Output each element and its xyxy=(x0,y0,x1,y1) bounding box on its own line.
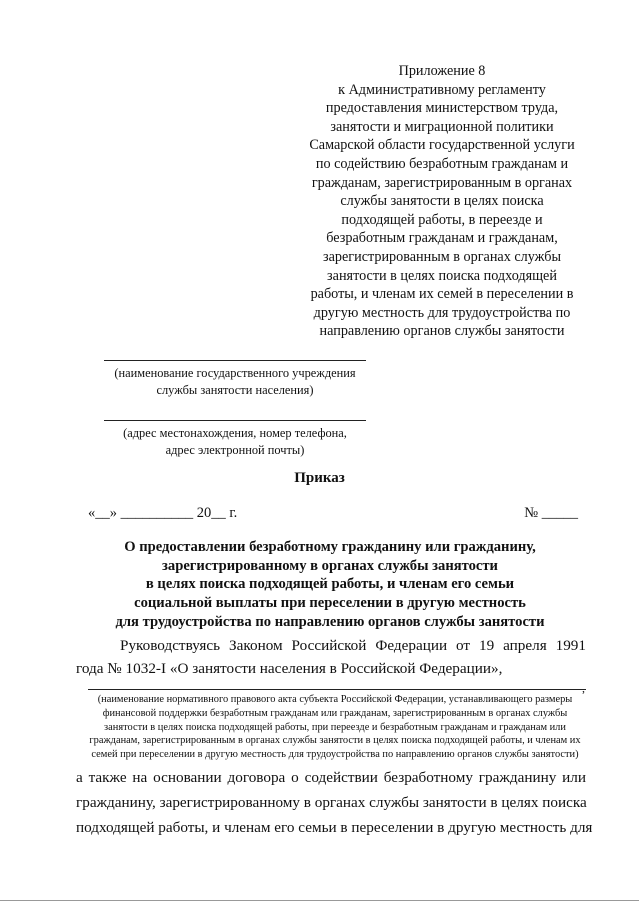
body-paragraph xyxy=(76,765,593,840)
preamble-paragraph xyxy=(76,634,586,680)
appendix-line: Приложение 8 xyxy=(398,63,486,79)
subject-line: в целях поиска подходящей работы, и членам его семьи xyxy=(145,576,515,593)
note-line: (наименование нормативного правового акта субъекта Российской Федерации, устанавливающего размеры xyxy=(97,694,573,705)
appendix-line: занятости и миграционной политики xyxy=(330,118,554,135)
address-caption: адрес электронной почты) xyxy=(165,442,305,457)
subject-line: социальной выплаты при переселении в другую местность xyxy=(134,595,526,612)
appendix-line: занятости в целях поиска подходящей xyxy=(327,267,557,284)
subject-line: О предоставлении безработному гражданину или гражданину, xyxy=(124,539,536,555)
appendix-line: зарегистрированным в органах службы xyxy=(322,248,562,265)
address-field xyxy=(104,420,366,458)
legal-act-note xyxy=(70,693,600,762)
order-title: Приказ xyxy=(294,470,345,486)
appendix-line: подходящей работы, в переезде и xyxy=(341,211,543,228)
appendix-line: гражданам, зарегистрированным в органах xyxy=(311,174,573,191)
institution-name-line xyxy=(104,360,366,361)
subject-line: для трудоустройства по направлению органов службы занятости xyxy=(115,613,545,630)
appendix-line: предоставления министерством труда, xyxy=(325,100,559,117)
institution-name-field xyxy=(104,360,366,398)
appendix-line: к Административному регламенту xyxy=(338,81,546,98)
body-line: а также на основании договора о содействии безработному гражданину или xyxy=(76,769,586,786)
note-line: семей при переселении в другую местность для трудоустройства по направлению органов службы занятости) xyxy=(91,749,579,761)
body-line: гражданину, зарегистрированному в органах службы занятости в целях поиска xyxy=(76,794,587,811)
appendix-line: службы занятости в целях поиска xyxy=(340,193,544,210)
preamble-line: года № 1032-I «О занятости населения в Российской Федерации», xyxy=(76,660,503,677)
appendix-line: безработным гражданам и гражданам, xyxy=(326,230,558,247)
note-line: гражданам, зарегистрированным в органах службы занятости в целях поиска подходящей работы, и членам их xyxy=(89,735,581,747)
note-line: занятости в целях поиска подходящей работы, при переезде и безработным гражданам и гражданам или xyxy=(104,721,566,733)
order-number: № _____ xyxy=(524,505,578,521)
appendix-line: по содействию безработным гражданам и xyxy=(315,155,569,172)
appendix-line: другую местность для трудоустройства по xyxy=(313,304,571,321)
preamble-line: Руководствуясь Законом Российской Федерации от 19 апреля 1991 xyxy=(120,637,586,654)
institution-caption: службы занятости населения) xyxy=(156,382,314,397)
order-date: «__» __________ 20__ г. xyxy=(88,505,238,521)
appendix-line: Самарской области государственной услуги xyxy=(309,137,575,154)
subject-line: зарегистрированному в органах службы занятости xyxy=(162,557,498,574)
body-line: подходящей работы, и членам его семьи в переселении в другую местность для xyxy=(76,819,593,836)
legal-act-comma: , xyxy=(582,681,585,695)
appendix-line: работы, и членам их семей в переселении в xyxy=(310,286,574,303)
note-line: финансовой поддержки безработным гражданам или гражданам, зарегистрированным в органах службы xyxy=(102,707,568,719)
institution-caption: (наименование государственного учреждения xyxy=(114,366,356,380)
address-caption: (адрес местонахождения, номер телефона, xyxy=(123,426,347,440)
page-bottom-edge xyxy=(0,900,639,901)
address-line xyxy=(104,420,366,421)
legal-act-blank-line xyxy=(88,689,586,690)
order-subject xyxy=(60,538,600,632)
appendix-header xyxy=(292,62,592,341)
appendix-line: направлению органов службы занятости xyxy=(319,323,565,340)
